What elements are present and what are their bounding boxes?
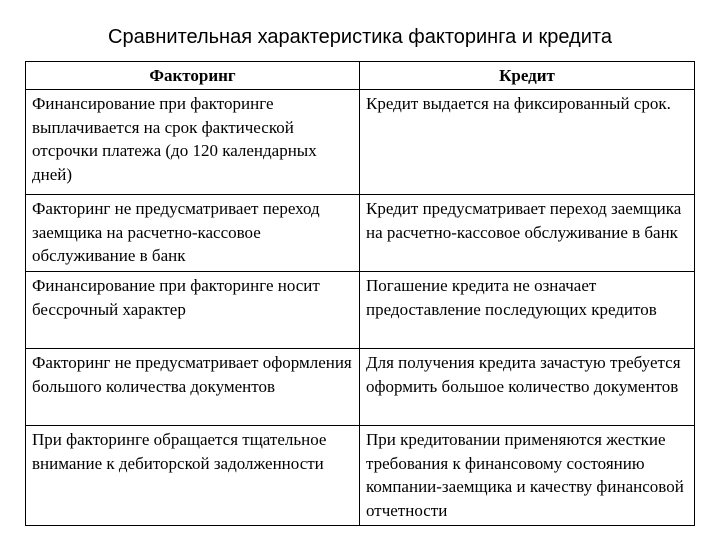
credit-cell: Кредит предусматривает переход заемщика на расчетно-кассовое обслуживание в банк (360, 195, 695, 272)
credit-cell: Кредит выдается на фиксированный срок. (360, 90, 695, 195)
factoring-cell: Финансирование при факторинге выплачивается на срок фактической отсрочки платежа (до 120 календарных дней) (26, 90, 360, 195)
credit-cell: Для получения кредита зачастую требуется оформить большое количество документов (360, 349, 695, 426)
column-header-factoring: Факторинг (26, 62, 360, 90)
table-row (26, 195, 695, 272)
comparison-table (25, 61, 695, 526)
table-row (26, 349, 695, 426)
credit-cell: При кредитовании применяются жесткие требования к финансовому состоянию компании-заемщика и качеству финансовой отчетности (360, 426, 695, 526)
factoring-cell: Финансирование при факторинге носит бессрочный характер (26, 272, 360, 349)
column-header-credit: Кредит (360, 62, 695, 90)
table-row (26, 272, 695, 349)
page-title: Сравнительная характеристика факторинга и кредита (108, 26, 612, 48)
factoring-cell: Факторинг не предусматривает оформления большого количества документов (26, 349, 360, 426)
credit-cell: Погашение кредита не означает предоставление последующих кредитов (360, 272, 695, 349)
factoring-cell: Факторинг не предусматривает переход заемщика на расчетно-кассовое обслуживание в банк (26, 195, 360, 272)
table-row (26, 90, 695, 195)
table-row (26, 426, 695, 526)
factoring-cell: При факторинге обращается тщательное внимание к дебиторской задолженности (26, 426, 360, 526)
table-header-row (26, 62, 695, 90)
